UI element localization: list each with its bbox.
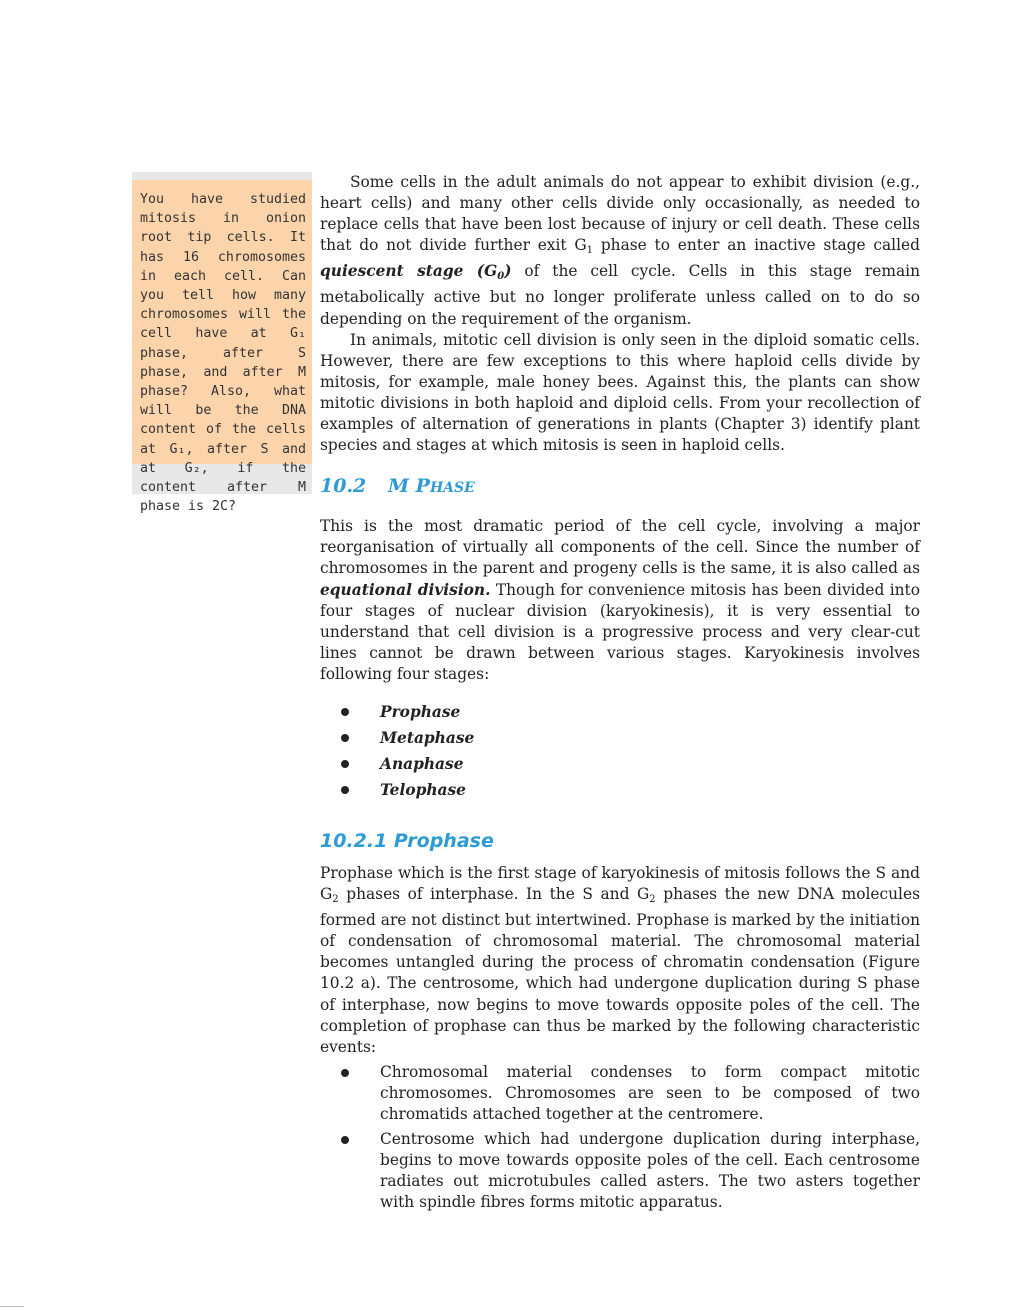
- bullet-icon: [341, 1069, 349, 1077]
- sidebar-question-box: [132, 180, 312, 515]
- subsection-heading-prophase: 10.2.1 Prophase: [320, 829, 494, 852]
- main-column: [320, 172, 920, 1217]
- section-number: 10.2: [320, 475, 367, 498]
- intro-paragraph-1: Some cells in the adult animals do not appear to exhibit division (e.g., heart cells) and many other cells divide only occasionally, as needed to replace cells that have been lost because of injury or cell death. These cells that do not divide further exit $G_1$ phase to enter an inactive stage called quiescent stage $(G_0)$ of the cell cycle. Cells in this stage remain metabolically active but no longer proliferate unless called on to do so depending on the requirement of the organism.: [320, 173, 920, 328]
- stage-list: [320, 699, 920, 803]
- bullet-icon: [341, 760, 349, 768]
- intro-paragraph-2: In animals, mitotic cell division is only seen in the diploid somatic cells. However, there are few exceptions to this where haploid cells divide by mitosis, for example, male honey bees. Against this, the plants can show mitotic divisions in both haploid and diploid cells. From your recollection of examples of alternation of generations in plants (Chapter 3) identify plant species and stages at which mitosis is seen in haploid cells.: [320, 330, 920, 455]
- sidebar-question-text: You have studied mitosis in onion root tip cells. It has 16 chromosomes in each cell. Can you tell how many chromosomes will the cell have at G₁ phase, after S phase, and after M phase? Also, what will be the DNA content of the cells at G₁, after S and at G₂, if the content after M phase is 2C?: [140, 192, 306, 515]
- equational-division-term: equational division.: [320, 580, 491, 599]
- bullet-icon: [341, 734, 349, 742]
- list-item: Telophase: [320, 777, 920, 803]
- bullet-icon: [341, 708, 349, 716]
- list-item: Metaphase: [320, 725, 920, 751]
- list-item: Centrosome which had undergone duplication during interphase, begins to move towards opposite poles of the cell. Each centrosome radiates out microtubules called asters. The two asters together with spindle fibres forms mitotic apparatus.: [320, 1129, 920, 1213]
- prophase-paragraph: Prophase which is the first stage of karyokinesis of mitosis follows the S and $G_2$ phases of interphase. In the S and $G_2$ phases the new DNA molecules formed are not distinct but intertwined. Prophase is marked by the initiation of condensation of chromosomal material. The chromosomal material becomes untangled during the process of chromatin condensation (Figure 10.2 a). The centrosome, which had undergone duplication during S phase of interphase, now begins to move towards opposite poles of the cell. The completion of prophase can thus be marked by the following characteristic events:: [320, 863, 920, 1056]
- list-item: Prophase: [320, 699, 920, 725]
- page-edge-mark: [0, 1306, 24, 1307]
- prophase-events-list: [320, 1062, 920, 1214]
- list-item: Anaphase: [320, 751, 920, 777]
- section-heading-m-phase: 10.2 M PHASE: [320, 475, 475, 498]
- quiescent-term: quiescent stage $(G_0)$: [320, 262, 512, 283]
- bullet-icon: [341, 786, 349, 794]
- list-item: Chromosomal material condenses to form compact mitotic chromosomes. Chromosomes are seen to be composed of two chromatids attached together at the centromere.: [320, 1062, 920, 1125]
- bullet-icon: [341, 1136, 349, 1144]
- sidebar-shade: [132, 172, 312, 515]
- m-phase-paragraph: This is the most dramatic period of the cell cycle, involving a major reorganisation of virtually all components of the cell. Since the number of chromosomes in the parent and progeny cells is the same, it is also called as equational division. Though for convenience mitosis has been divided into four stages of nuclear division (karyokinesis), it is very essential to understand that cell division is a progressive process and very clear-cut lines cannot be drawn between various stages. Karyokinesis involves following four stages:: [320, 517, 920, 683]
